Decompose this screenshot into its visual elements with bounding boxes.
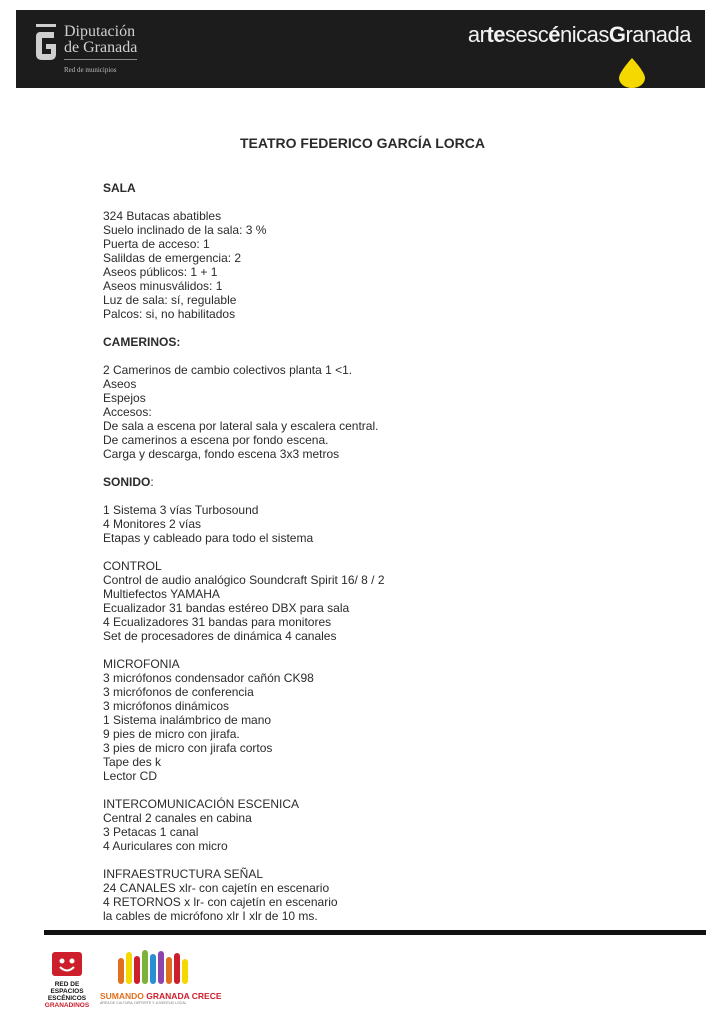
sumando-slogan: [100, 991, 222, 1001]
spec-line: 3 micrófonos de conferencia: [103, 685, 254, 699]
spec-line: Palcos: si, no habilitados: [103, 307, 236, 321]
sumando-subtitle: ÁREA DE CULTURA, DEPORTE Y JUVENTUD LOCAL: [100, 1001, 187, 1005]
red-line4: GRANADINOS: [44, 1002, 90, 1009]
spec-line: 24 CANALES xlr- con cajetín en escenario: [103, 881, 330, 895]
spec-line: Control de audio analógico Soundcraft Spirit 16/ 8 / 2: [103, 573, 385, 587]
spec-line: Luz de sala: sí, regulable: [103, 293, 237, 307]
artes-logo-part: ranada: [625, 22, 691, 47]
slogan-part: GRANADA CRECE: [146, 991, 222, 1001]
page-header: [16, 10, 705, 88]
spec-line: Espejos: [103, 391, 146, 405]
section-heading: MICROFONIA: [103, 657, 180, 671]
spec-line: 4 RETORNOS x lr- con cajetín en escenario: [103, 895, 338, 909]
slogan-part: SUMANDO: [100, 991, 147, 1001]
page-title: TEATRO FEDERICO GARCÍA LORCA: [240, 135, 485, 151]
spec-line: 3 pies de micro con jirafa cortos: [103, 741, 273, 755]
spec-line: Suelo inclinado de la sala: 3 %: [103, 223, 267, 237]
spec-line: Tape des k: [103, 755, 162, 769]
section-heading: INFRAESTRUCTURA SEÑAL: [103, 867, 264, 881]
diputacion-line3: Red de municipios: [64, 59, 137, 78]
artes-logo-part: nicas: [560, 22, 609, 47]
yellow-drop-icon: [619, 58, 645, 88]
section-heading: CONTROL: [103, 559, 162, 573]
spec-line: 3 micrófonos dinámicos: [103, 699, 230, 713]
diputacion-emblem-icon: [34, 24, 58, 64]
spec-line: Aseos minusválidos: 1: [103, 279, 223, 293]
section-microfonia: [103, 657, 663, 783]
footer-divider: [44, 930, 706, 935]
artes-logo-part: s: [505, 22, 516, 47]
heading-colon: :: [150, 475, 154, 489]
section-heading: CAMERINOS:: [103, 335, 181, 349]
spec-line: Etapas y cableado para todo el sistema: [103, 531, 314, 545]
spec-line: 9 pies de micro con jirafa.: [103, 727, 240, 741]
spec-line: Aseos públicos: 1 + 1: [103, 265, 218, 279]
section-control: [103, 559, 663, 643]
diputacion-logo: [34, 24, 137, 78]
section-sonido: [103, 475, 663, 545]
artes-logo-part: esc: [515, 22, 549, 47]
diputacion-line2: de Granada: [64, 39, 138, 56]
spec-line: Aseos: [103, 377, 137, 391]
spec-line: 2 Camerinos de cambio colectivos planta 1 <1.: [103, 363, 353, 377]
spec-line: 4 Ecualizadores 31 bandas para monitores: [103, 615, 332, 629]
section-sala: [103, 181, 663, 321]
raised-hands-icon: [100, 950, 210, 984]
spec-line: Lector CD: [103, 769, 158, 783]
spec-line: De camerinos a escena por fondo escena.: [103, 433, 329, 447]
spec-line: Accesos:: [103, 405, 152, 419]
diputacion-line1: Diputación: [64, 23, 136, 40]
artes-logo-part: é: [548, 22, 560, 47]
spec-line: Multiefectos YAMAHA: [103, 587, 220, 601]
section-camerinos: [103, 335, 663, 461]
artes-escenicas-logo: [468, 22, 691, 48]
spec-line: la cables de micrófono xlr I xlr de 10 ms.: [103, 909, 318, 923]
section-heading: SALA: [103, 181, 136, 195]
artes-logo-part: te: [486, 22, 505, 47]
spec-line: Central 2 canales en cabina: [103, 811, 252, 825]
spec-line: 3 micrófonos condensador cañón CK98: [103, 671, 314, 685]
spec-line: Salildas de emergencia: 2: [103, 251, 242, 265]
spec-line: 324 Butacas abatibles: [103, 209, 222, 223]
theatre-masks-icon: [52, 952, 82, 976]
section-heading: [103, 475, 663, 489]
spec-line: 1 Sistema 3 vías Turbosound: [103, 503, 259, 517]
section-heading: INTERCOMUNICACIÓN ESCENICA: [103, 797, 300, 811]
spec-line: Carga y descarga, fondo escena 3x3 metros: [103, 447, 340, 461]
spec-line: Set de procesadores de dinámica 4 canales: [103, 629, 337, 643]
sumando-granada-logo: [100, 950, 222, 1005]
section-intercom: [103, 797, 663, 853]
document-body: [103, 181, 663, 937]
artes-logo-part: G: [608, 22, 626, 47]
spec-line: 4 Auriculares con micro: [103, 839, 228, 853]
red-espacios-logo: [44, 952, 90, 1009]
spec-line: 3 Petacas 1 canal: [103, 825, 199, 839]
spec-line: 4 Monitores 2 vías: [103, 517, 202, 531]
section-heading-text: SONIDO: [103, 475, 151, 489]
section-infraestructura: [103, 867, 663, 923]
red-line1: RED DE: [54, 981, 80, 988]
spec-line: De sala a escena por lateral sala y escalera central.: [103, 419, 379, 433]
red-line3: ESCÉNICOS: [47, 995, 87, 1002]
red-line2: ESPACIOS: [50, 988, 84, 995]
artes-logo-part: ar: [467, 22, 487, 47]
spec-line: Ecualizador 31 bandas estéreo DBX para sala: [103, 601, 350, 615]
spec-line: Puerta de acceso: 1: [103, 237, 210, 251]
spec-line: 1 Sistema inalámbrico de mano: [103, 713, 272, 727]
